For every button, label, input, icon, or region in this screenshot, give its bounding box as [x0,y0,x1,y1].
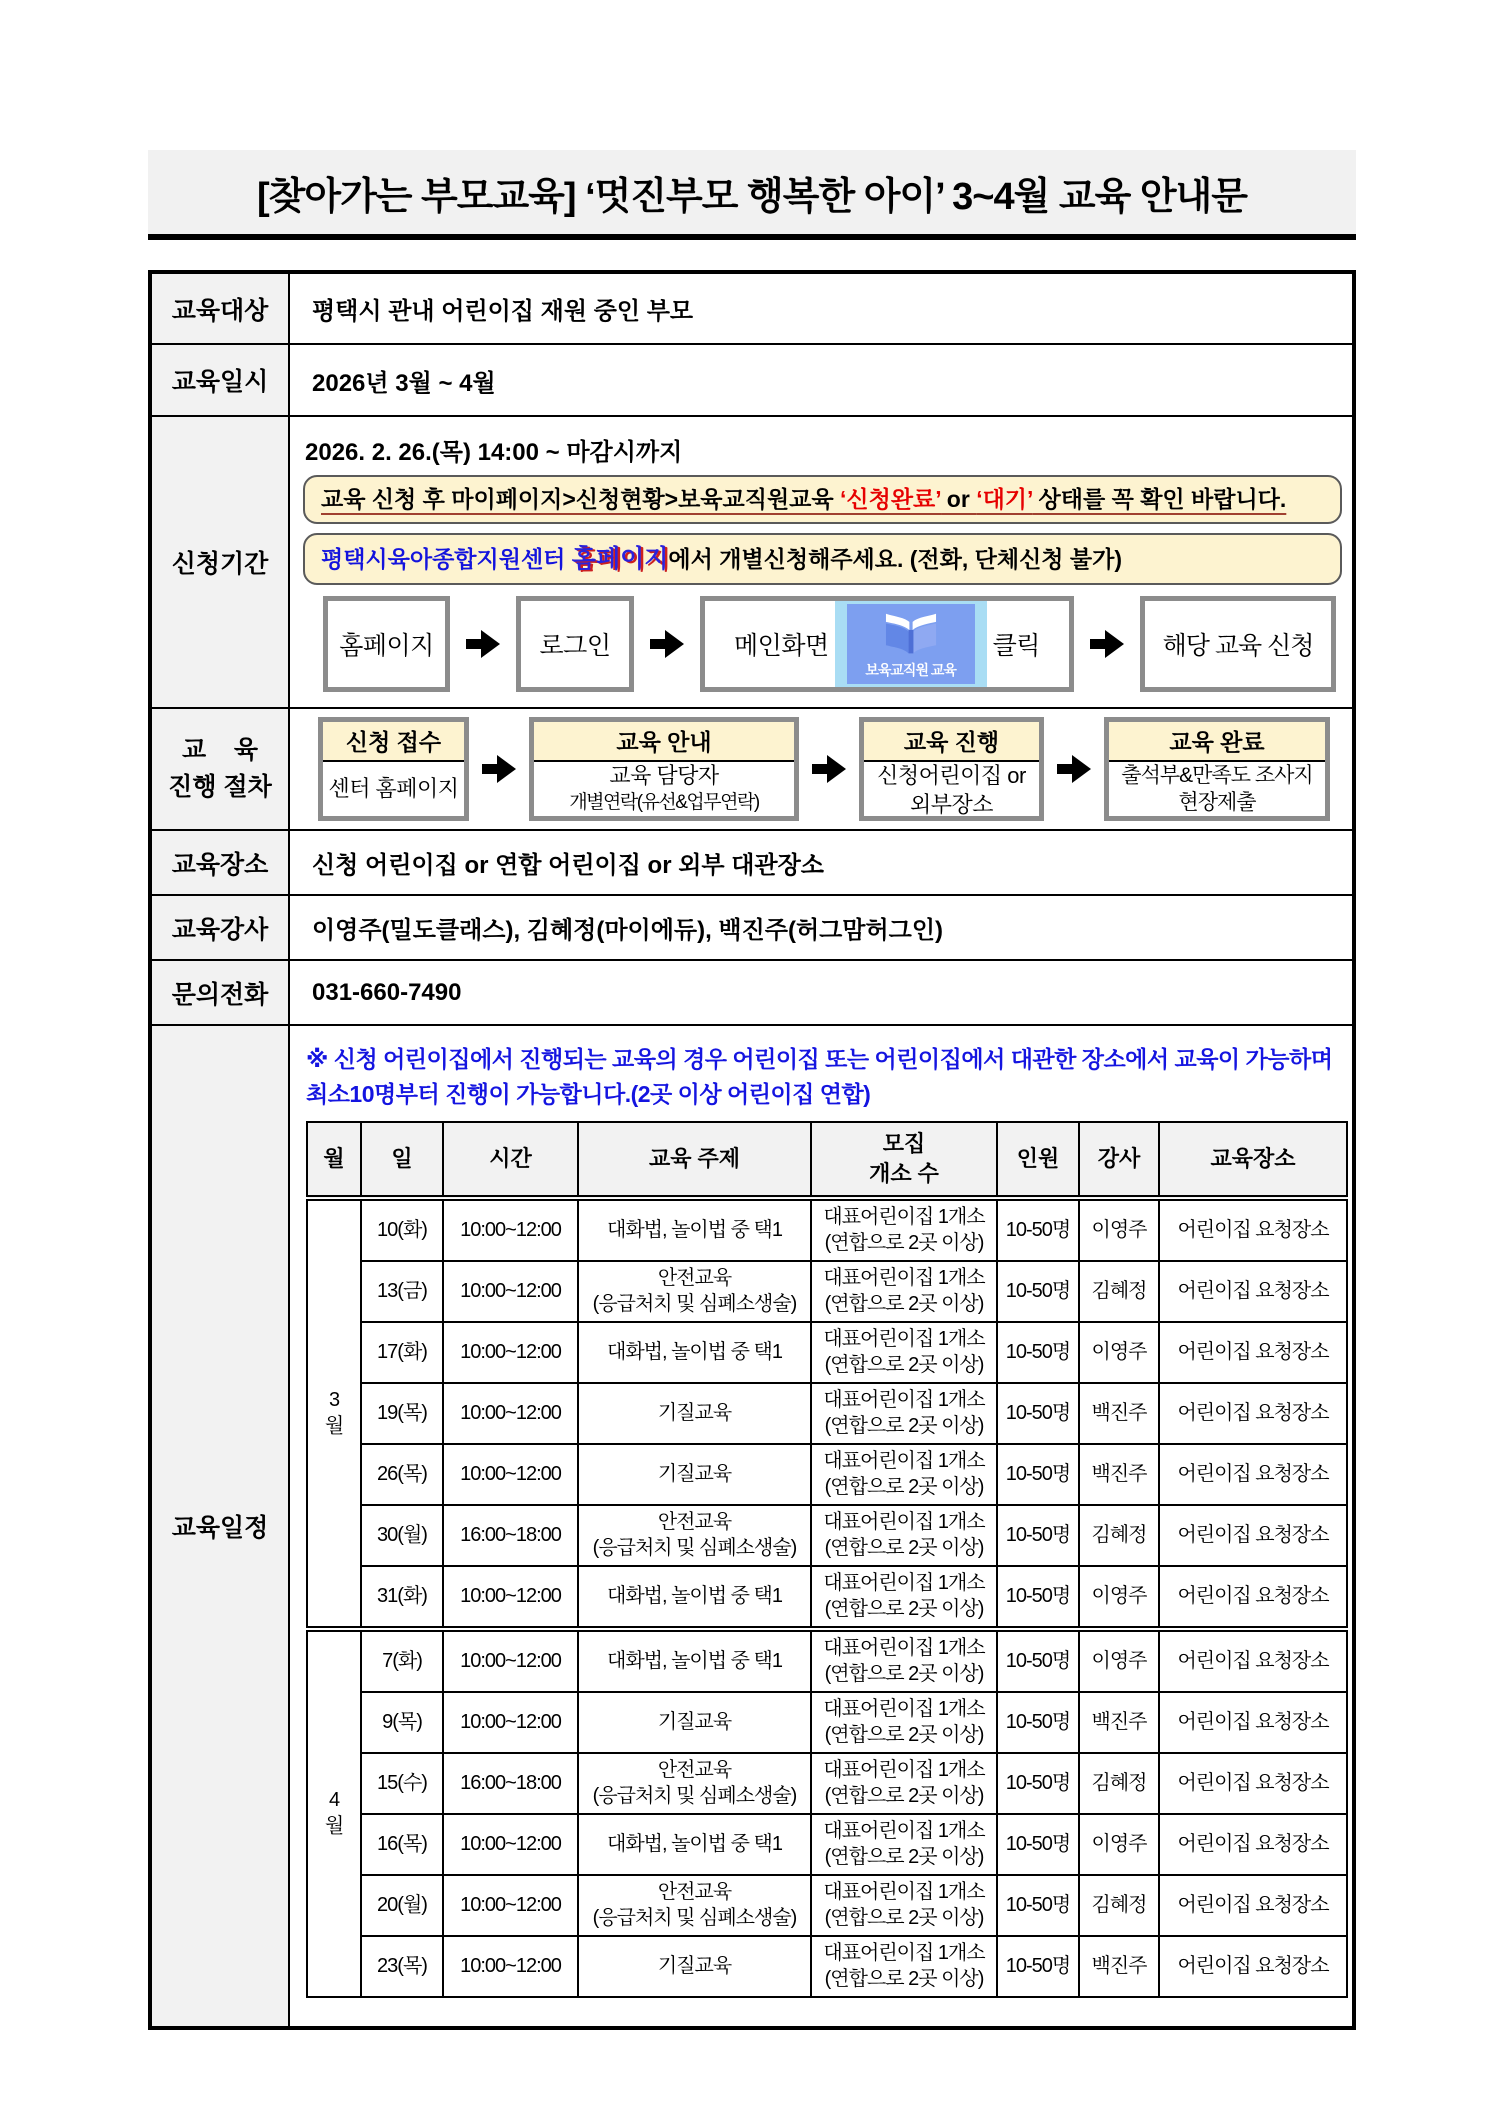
time-cell: 16:00~18:00 [443,1753,578,1814]
flow-step-main-screen [700,596,1074,692]
day-cell: 7(화) [361,1629,443,1692]
schedule-row [307,1261,1347,1322]
status-or-text: or [941,485,977,512]
day-cell: 31(화) [361,1566,443,1629]
childcare-education-app-icon [835,601,987,687]
headcount-cell: 10-50명 [997,1198,1079,1261]
right-arrow-icon [480,755,518,783]
main-screen-text: 메인화면 [734,632,829,661]
row-target [150,272,1354,344]
day-cell: 30(월) [361,1505,443,1566]
teacher-cell: 이영주 [1079,1566,1159,1629]
schedule-cell [289,1025,1354,2028]
recruit-cell: 대표어린이집 1개소 (연합으로 2곳 이상) [811,1444,997,1505]
headcount-cell: 10-50명 [997,1383,1079,1444]
day-cell: 13(금) [361,1261,443,1322]
headcount-cell: 10-50명 [997,1692,1079,1753]
recruit-cell: 대표어린이집 1개소 (연합으로 2곳 이상) [811,1875,997,1936]
procedure-step-line: 현장제출 [1178,791,1256,815]
procedure-step-guide [529,717,799,821]
place-cell: 어린이집 요청장소 [1159,1383,1347,1444]
schedule-note-line2: 최소10명부터 진행이 가능합니다.(2곳 이상 어린이집 연합) [306,1080,871,1107]
topic-cell: 대화법, 놀이법 중 택1 [578,1198,811,1261]
headcount-cell: 10-50명 [997,1629,1079,1692]
schedule-header-cell: 강사 [1079,1122,1159,1198]
procedure-step-body [534,762,794,816]
schedule-row [307,1322,1347,1383]
schedule-header-cell: 모집 개소 수 [811,1122,997,1198]
procedure-cell [289,708,1354,830]
place-cell: 어린이집 요청장소 [1159,1629,1347,1692]
open-book-icon [847,604,975,684]
place-cell: 어린이집 요청장소 [1159,1198,1347,1261]
procedure-step-line: 외부장소 [909,791,993,817]
day-cell: 23(목) [361,1936,443,1997]
time-cell: 10:00~12:00 [443,1936,578,1997]
recruit-cell: 대표어린이집 1개소 (연합으로 2곳 이상) [811,1322,997,1383]
procedure-step-line: 개별연락(유선&업무연락) [569,791,759,813]
headcount-cell: 10-50명 [997,1444,1079,1505]
procedure-step-title: 교육 진행 [864,722,1039,762]
teacher-cell: 이영주 [1079,1629,1159,1692]
recruit-cell: 대표어린이집 1개소 (연합으로 2곳 이상) [811,1753,997,1814]
flow-step-homepage: 홈페이지 [323,596,450,692]
right-arrow-icon [464,630,502,658]
recruit-cell: 대표어린이집 1개소 (연합으로 2곳 이상) [811,1505,997,1566]
procedure-step-body [1109,762,1325,817]
right-arrow-icon [1055,755,1093,783]
label-procedure [150,708,289,830]
procedure-step-title: 신청 접수 [323,722,464,762]
status-notice-text: 교육 신청 후 마이페이지>신청현황>보육교직원교육 [321,485,841,512]
value-target: 평택시 관내 어린이집 재원 중인 부모 [289,272,1354,344]
topic-cell: 대화법, 놀이법 중 택1 [578,1814,811,1875]
recruit-cell: 대표어린이집 1개소 (연합으로 2곳 이상) [811,1198,997,1261]
day-cell: 9(목) [361,1692,443,1753]
label-schedule: 교육일정 [150,1025,289,2028]
click-text: 클릭 [992,632,1040,661]
time-cell: 10:00~12:00 [443,1383,578,1444]
place-cell: 어린이집 요청장소 [1159,1566,1347,1629]
time-cell: 10:00~12:00 [443,1261,578,1322]
schedule-month-group [307,1198,1347,1629]
month-label-cell: 4 월 [307,1629,361,1997]
teacher-cell: 김혜정 [1079,1875,1159,1936]
label-target: 교육대상 [150,272,289,344]
day-cell: 15(수) [361,1753,443,1814]
schedule-row [307,1753,1347,1814]
topic-cell: 기질교육 [578,1383,811,1444]
apply-flow-diagram [323,596,1342,692]
headcount-cell: 10-50명 [997,1322,1079,1383]
row-schedule [150,1025,1354,2028]
homepage-emphasis: 홈페이지 [571,545,669,574]
time-cell: 16:00~18:00 [443,1505,578,1566]
schedule-row [307,1383,1347,1444]
teacher-cell: 김혜정 [1079,1261,1159,1322]
recruit-cell: 대표어린이집 1개소 (연합으로 2곳 이상) [811,1383,997,1444]
place-cell: 어린이집 요청장소 [1159,1753,1347,1814]
apply-period-cell [289,416,1354,708]
topic-cell: 안전교육 (응급처치 및 심폐소생술) [578,1505,811,1566]
procedure-step-complete [1104,717,1330,821]
row-phone [150,960,1354,1025]
teacher-cell: 백진주 [1079,1692,1159,1753]
time-cell: 10:00~12:00 [443,1566,578,1629]
app-icon-label: 보육교직원 교육 [865,662,956,679]
day-cell: 20(월) [361,1875,443,1936]
procedure-step-line: 센터 홈페이지 [328,775,459,801]
schedule-row [307,1936,1347,1997]
schedule-table [306,1121,1348,1998]
row-period [150,344,1354,416]
teacher-cell: 백진주 [1079,1383,1159,1444]
place-cell: 어린이집 요청장소 [1159,1444,1347,1505]
recruit-cell: 대표어린이집 1개소 (연합으로 2곳 이상) [811,1566,997,1629]
teacher-cell: 김혜정 [1079,1753,1159,1814]
status-notice-tail: 상태를 꼭 확인 바랍니다. [1032,485,1287,512]
month-label-cell: 3 월 [307,1198,361,1629]
schedule-header-cell: 교육 주제 [578,1122,811,1198]
teacher-cell: 이영주 [1079,1322,1159,1383]
schedule-row [307,1629,1347,1692]
recruit-cell: 대표어린이집 1개소 (연합으로 2곳 이상) [811,1692,997,1753]
homepage-notice-box [303,533,1342,585]
topic-cell: 안전교육 (응급처치 및 심폐소생술) [578,1875,811,1936]
schedule-row [307,1875,1347,1936]
schedule-month-group [307,1629,1347,1997]
label-teacher: 교육강사 [150,895,289,960]
topic-cell: 안전교육 (응급처치 및 심폐소생술) [578,1261,811,1322]
row-place [150,830,1354,895]
topic-cell: 대화법, 놀이법 중 택1 [578,1566,811,1629]
place-cell: 어린이집 요청장소 [1159,1261,1347,1322]
schedule-header-cell: 인원 [997,1122,1079,1198]
status-notice-box [303,475,1342,524]
label-period: 교육일시 [150,344,289,416]
recruit-cell: 대표어린이집 1개소 (연합으로 2곳 이상) [811,1814,997,1875]
procedure-step-title: 교육 안내 [534,722,794,762]
day-cell: 16(목) [361,1814,443,1875]
right-arrow-icon [648,630,686,658]
place-cell: 어린이집 요청장소 [1159,1505,1347,1566]
teacher-cell: 이영주 [1079,1198,1159,1261]
recruit-cell: 대표어린이집 1개소 (연합으로 2곳 이상) [811,1629,997,1692]
procedure-label-line1: 교 육 [181,735,259,764]
place-cell: 어린이집 요청장소 [1159,1814,1347,1875]
teacher-cell: 이영주 [1079,1814,1159,1875]
row-teacher [150,895,1354,960]
time-cell: 10:00~12:00 [443,1444,578,1505]
headcount-cell: 10-50명 [997,1505,1079,1566]
headcount-cell: 10-50명 [997,1814,1079,1875]
right-arrow-icon [1088,630,1126,658]
schedule-header-cell: 시간 [443,1122,578,1198]
procedure-step-line: 신청어린이집 or [877,763,1026,788]
title-table-gap [148,240,1356,270]
topic-cell: 기질교육 [578,1444,811,1505]
topic-cell: 대화법, 놀이법 중 택1 [578,1629,811,1692]
teacher-cell: 백진주 [1079,1936,1159,1997]
time-cell: 10:00~12:00 [443,1814,578,1875]
page-title: [찾아가는 부모교육] ‘멋진부모 행복한 아이’ 3~4월 교육 안내문 [148,150,1356,240]
procedure-step-line: 출석부&만족도 조사지 [1121,764,1313,787]
status-complete-emphasis: ‘신청완료’ [840,485,942,512]
center-name-text: 평택시육아종합지원센터 [321,546,572,573]
day-cell: 17(화) [361,1322,443,1383]
value-period: 2026년 3월 ~ 4월 [289,344,1354,416]
right-arrow-icon [810,755,848,783]
info-table [148,270,1356,2030]
schedule-header-cell: 일 [361,1122,443,1198]
recruit-cell: 대표어린이집 1개소 (연합으로 2곳 이상) [811,1936,997,1997]
day-cell: 26(목) [361,1444,443,1505]
teacher-cell: 김혜정 [1079,1505,1159,1566]
headcount-cell: 10-50명 [997,1753,1079,1814]
value-teacher: 이영주(밀도클래스), 김혜정(마이에듀), 백진주(허그맘허그인) [289,895,1354,960]
row-apply-period [150,416,1354,708]
place-cell: 어린이집 요청장소 [1159,1692,1347,1753]
time-cell: 10:00~12:00 [443,1198,578,1261]
recruit-cell: 대표어린이집 1개소 (연합으로 2곳 이상) [811,1261,997,1322]
apply-deadline: 2026. 2. 26.(목) 14:00 ~ 마감시까지 [305,438,683,466]
topic-cell: 기질교육 [578,1936,811,1997]
headcount-cell: 10-50명 [997,1936,1079,1997]
schedule-row [307,1692,1347,1753]
schedule-header-cell: 교육장소 [1159,1122,1347,1198]
row-procedure [150,708,1354,830]
status-wait-emphasis: ‘대기’ [976,485,1033,512]
flow-step-apply: 해당 교육 신청 [1140,596,1336,692]
time-cell: 10:00~12:00 [443,1692,578,1753]
procedure-step-title: 교육 완료 [1109,722,1325,762]
label-phone: 문의전화 [150,960,289,1025]
headcount-cell: 10-50명 [997,1566,1079,1629]
schedule-row [307,1814,1347,1875]
label-place: 교육장소 [150,830,289,895]
procedure-step-body [323,762,464,816]
day-cell: 10(화) [361,1198,443,1261]
time-cell: 10:00~12:00 [443,1629,578,1692]
procedure-step-body [864,762,1039,819]
teacher-cell: 백진주 [1079,1444,1159,1505]
schedule-header [307,1122,1347,1198]
schedule-row [307,1566,1347,1629]
time-cell: 10:00~12:00 [443,1875,578,1936]
value-phone: 031-660-7490 [289,960,1354,1025]
procedure-step-receive [318,717,469,821]
topic-cell: 대화법, 놀이법 중 택1 [578,1322,811,1383]
schedule-row [307,1444,1347,1505]
value-place: 신청 어린이집 or 연합 어린이집 or 외부 대관장소 [289,830,1354,895]
schedule-note [306,1042,1340,1111]
flow-step-login: 로그인 [516,596,634,692]
headcount-cell: 10-50명 [997,1875,1079,1936]
procedure-flow [318,717,1351,821]
procedure-step-line: 교육 담당자 [609,763,719,789]
label-apply-period: 신청기간 [150,416,289,708]
schedule-row [307,1505,1347,1566]
place-cell: 어린이집 요청장소 [1159,1936,1347,1997]
topic-cell: 안전교육 (응급처치 및 심폐소생술) [578,1753,811,1814]
schedule-header-cell: 월 [307,1122,361,1198]
headcount-cell: 10-50명 [997,1261,1079,1322]
homepage-notice-tail: 에서 개별신청해주세요. (전화, 단체신청 불가) [668,546,1122,573]
time-cell: 10:00~12:00 [443,1322,578,1383]
schedule-row [307,1198,1347,1261]
topic-cell: 기질교육 [578,1692,811,1753]
day-cell: 19(목) [361,1383,443,1444]
procedure-step-progress [859,717,1044,821]
place-cell: 어린이집 요청장소 [1159,1322,1347,1383]
schedule-note-line1: ※ 신청 어린이집에서 진행되는 교육의 경우 어린이집 또는 어린이집에서 대관한 장소에서 교육이 가능하며 [306,1046,1333,1072]
procedure-label-line2: 진행 절차 [168,773,272,801]
place-cell: 어린이집 요청장소 [1159,1875,1347,1936]
schedule-header-row [307,1122,1347,1198]
